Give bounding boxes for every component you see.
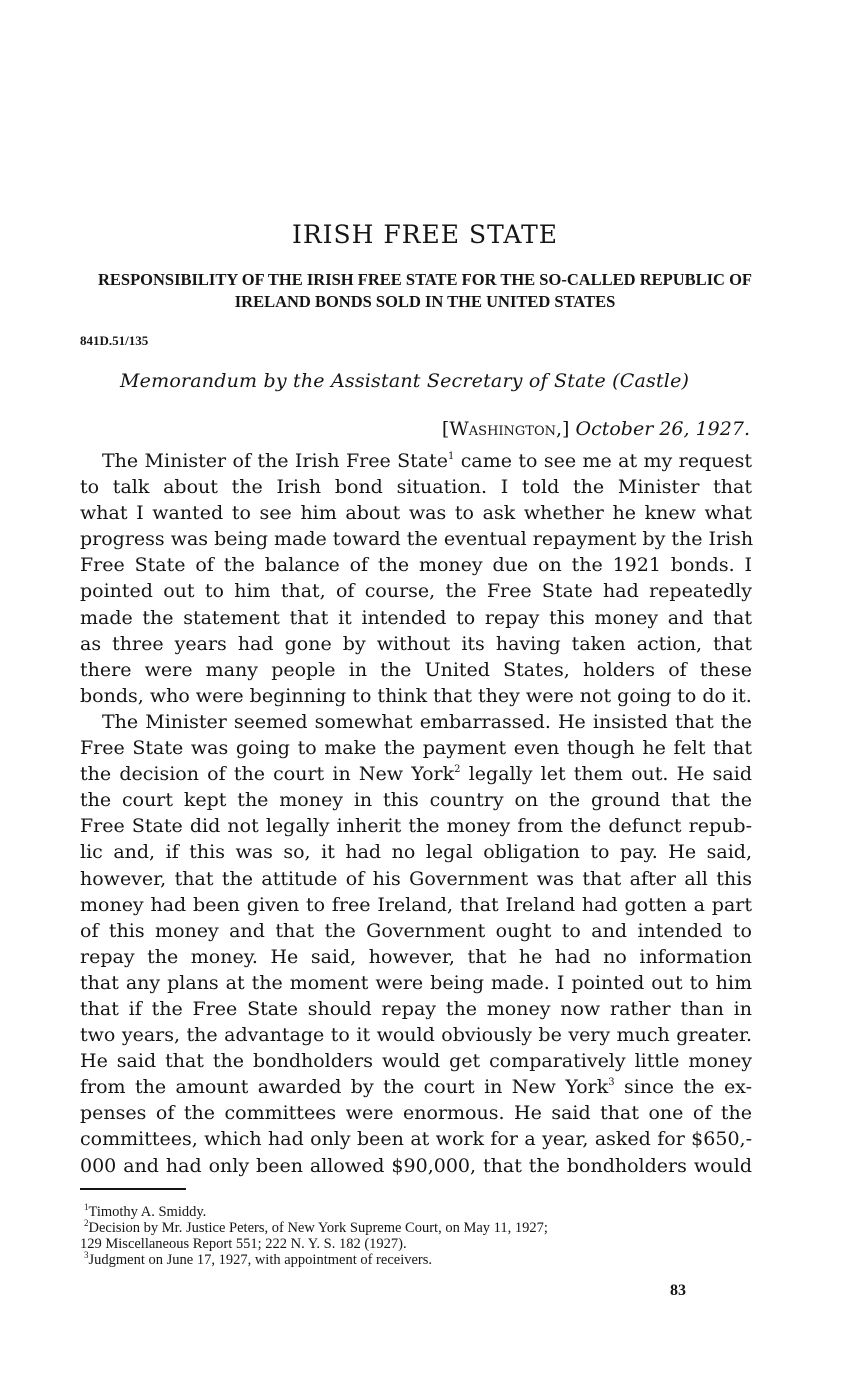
footnote-mark: 1: [84, 1202, 89, 1212]
line-text: as three years had gone by without its having taken action, that: [80, 632, 752, 655]
line-text: bonds, who were beginning to think that they were not going to do it.: [80, 684, 752, 707]
text-line: [80, 918, 752, 944]
dateline-date: October 26, 1927.: [575, 418, 750, 440]
text-line: [80, 1048, 752, 1074]
line-text: pointed out to him that, of course, the Free State had repeatedly: [80, 580, 752, 603]
footnote-text: Timothy A. Smiddy.: [88, 1204, 207, 1220]
text-line: [80, 526, 752, 552]
text-line: [80, 709, 752, 735]
footnote-1: [80, 1204, 752, 1220]
text-line: [80, 683, 752, 709]
text-line: [80, 735, 752, 761]
line-text: there were many people in the United States, holders of these: [80, 658, 752, 681]
line-text: to talk about the Irish bond situation. I told the Minister that: [80, 476, 752, 499]
footnote-mark: 2: [84, 1218, 89, 1228]
line-text: 000 and had only been allowed $90,000, that the bondholders would: [80, 1154, 752, 1177]
line-text: from the amount awarded by the court in New York: [80, 1076, 609, 1099]
memo-body: [80, 448, 752, 1179]
footnotes: [80, 1204, 752, 1268]
text-line: [80, 761, 752, 787]
memo-title-main: Memorandum by the Assistant Secretary of State: [120, 370, 606, 392]
line-text: He said that the bondholders would get comparatively little money: [80, 1050, 752, 1073]
footnote-mark: 3: [84, 1250, 89, 1260]
line-text-continued: legally let them out. He said: [460, 763, 753, 786]
text-line: [80, 1100, 752, 1126]
text-line: [80, 944, 752, 970]
paragraph-1: [80, 448, 752, 709]
line-text: Free State was going to make the payment even though he felt that: [80, 737, 752, 760]
footnote-text: Decision by Mr. Justice Peters, of New York Supreme Court, on May 11, 1927;: [88, 1220, 548, 1236]
line-text: progress was being made toward the eventual repayment by the Irish: [80, 528, 754, 551]
line-text: made the statement that it intended to repay this money and that: [80, 606, 752, 629]
text-line: [80, 787, 752, 813]
text-line: [80, 1022, 752, 1048]
text-line: [80, 892, 752, 918]
line-text: what I wanted to see him about was to ask whether he knew what: [80, 502, 752, 525]
line-text: however, that the attitude of his Government was that after all this: [80, 867, 752, 890]
footnote-reference: 1: [447, 451, 455, 462]
dateline-place: [Washington,]: [441, 418, 570, 440]
line-text: The Minister seemed somewhat embarrassed. He insisted that the: [102, 710, 752, 733]
line-text: two years, the advantage to it would obviously be very much greater.: [80, 1024, 752, 1047]
line-text: of this money and that the Government ought to and intended to: [80, 919, 752, 942]
text-line: [80, 1153, 752, 1179]
text-line: [80, 970, 752, 996]
line-text: committees, which had only been at work for a year, asked for $650,-: [80, 1128, 752, 1151]
text-line: [80, 996, 752, 1022]
line-text: money had been given to free Ireland, that Ireland had gotten a part: [80, 893, 752, 916]
text-line: [80, 813, 752, 839]
text-line: [80, 500, 752, 526]
line-text: repay the money. He said, however, that he had no information: [80, 945, 752, 968]
line-text: the court kept the money in this country on the ground that the: [80, 789, 752, 812]
document-subheading: RESPONSIBILITY OF THE IRISH FREE STATE FOR THE SO-CALLED REPUBLIC OF IRELAND BONDS SOLD IN THE UNITED STATES: [97, 270, 753, 311]
file-number: 841D.51/135: [80, 333, 149, 348]
text-line: [80, 448, 752, 474]
line-text: The Minister of the Irish Free State: [102, 450, 448, 472]
footnote-2-continued: 129 Miscellaneous Report 551; 222 N. Y. S. 182 (1927).: [80, 1236, 407, 1252]
footnote-3: [80, 1252, 752, 1268]
text-line: [80, 552, 752, 578]
text-line: [80, 578, 752, 604]
line-text: lic and, if this was so, it had no legal obligation to pay. He said,: [80, 841, 752, 864]
line-text: that any plans at the moment were being made. I pointed out to him: [80, 971, 752, 994]
footnote-2: [80, 1220, 752, 1236]
text-line: [80, 1126, 752, 1152]
line-text-continued: came to see me at my request: [454, 450, 752, 472]
memo-title: [120, 370, 760, 392]
text-line: [80, 474, 752, 500]
footnote-text: Judgment on June 17, 1927, with appointment of receivers.: [88, 1252, 433, 1268]
line-text: Free State did not legally inherit the money from the defunct repub-: [80, 815, 752, 838]
text-line: [80, 866, 752, 892]
text-line: [80, 657, 752, 683]
text-line: [80, 631, 752, 657]
footnote-rule: [80, 1188, 186, 1190]
paragraph-2: [80, 709, 752, 1179]
line-text: penses of the committees were enormous. He said that one of the: [80, 1102, 752, 1125]
text-line: [80, 1074, 752, 1100]
text-line: [80, 605, 752, 631]
line-text: that if the Free State should repay the money now rather than in: [80, 997, 752, 1020]
footnote-reference: 3: [608, 1077, 615, 1089]
page-number: 83: [670, 1282, 686, 1299]
memo-title-author: (Castle): [612, 370, 690, 392]
line-text-continued: since the ex-: [614, 1076, 752, 1099]
text-line: [80, 839, 752, 865]
dateline: [442, 418, 750, 440]
footnote-reference: 2: [454, 764, 461, 776]
section-heading: IRISH FREE STATE: [291, 220, 559, 249]
line-text: the decision of the court in New York: [80, 763, 455, 786]
line-text: Free State of the balance of the money due on the 1921 bonds. I: [80, 554, 752, 577]
